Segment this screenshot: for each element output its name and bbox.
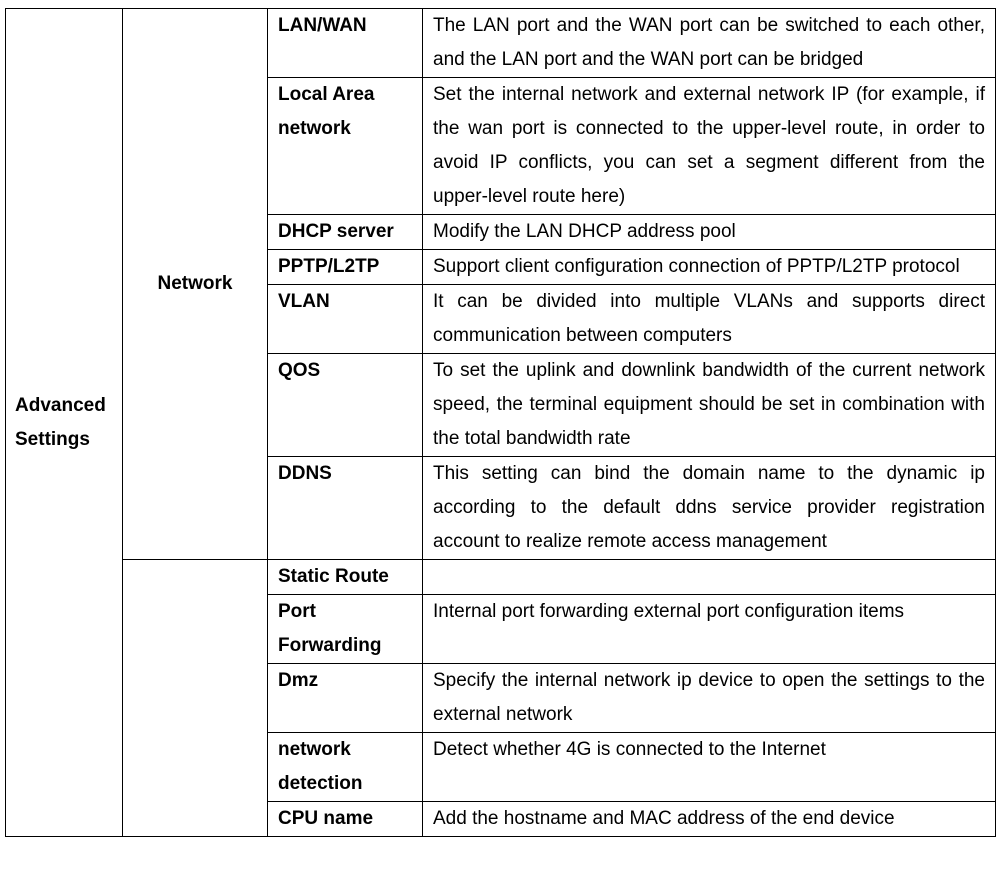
item-description: To set the uplink and downlink bandwidth of the current network speed, the terminal equipment should be set in combination with the total bandwidth rate xyxy=(423,354,996,457)
item-name: CPU name xyxy=(268,802,423,837)
item-description: Internal port forwarding external port configuration items xyxy=(423,595,996,664)
item-name: Local Area network xyxy=(268,78,423,215)
item-name: VLAN xyxy=(268,285,423,354)
item-description: Support client configuration connection of PPTP/L2TP protocol xyxy=(423,250,996,285)
item-description: Add the hostname and MAC address of the end device xyxy=(423,802,996,837)
group-label-network: Network xyxy=(123,9,268,560)
item-name: QOS xyxy=(268,354,423,457)
item-description: Specify the internal network ip device to open the settings to the external network xyxy=(423,664,996,733)
item-name: network detection xyxy=(268,733,423,802)
item-description: It can be divided into multiple VLANs and supports direct communication between computers xyxy=(423,285,996,354)
section-label: Advanced Settings xyxy=(6,9,123,837)
item-name: Static Route xyxy=(268,560,423,595)
item-description: Set the internal network and external network IP (for example, if the wan port is connected to the upper-level route, in order to avoid IP conflicts, you can set a segment different from the upper-level route here) xyxy=(423,78,996,215)
item-description: This setting can bind the domain name to the dynamic ip according to the default ddns service provider registration account to realize remote access management xyxy=(423,457,996,560)
item-description: Modify the LAN DHCP address pool xyxy=(423,215,996,250)
item-description: The LAN port and the WAN port can be switched to each other, and the LAN port and the WAN port can be bridged xyxy=(423,9,996,78)
item-name: Dmz xyxy=(268,664,423,733)
item-description xyxy=(423,560,996,595)
table-row xyxy=(6,9,996,78)
item-name: Port Forwarding xyxy=(268,595,423,664)
item-name: DDNS xyxy=(268,457,423,560)
advanced-settings-table xyxy=(5,8,996,837)
group-cell-empty xyxy=(123,560,268,837)
item-name: PPTP/L2TP xyxy=(268,250,423,285)
item-description: Detect whether 4G is connected to the Internet xyxy=(423,733,996,802)
item-name: DHCP server xyxy=(268,215,423,250)
table-row xyxy=(6,560,996,595)
item-name: LAN/WAN xyxy=(268,9,423,78)
